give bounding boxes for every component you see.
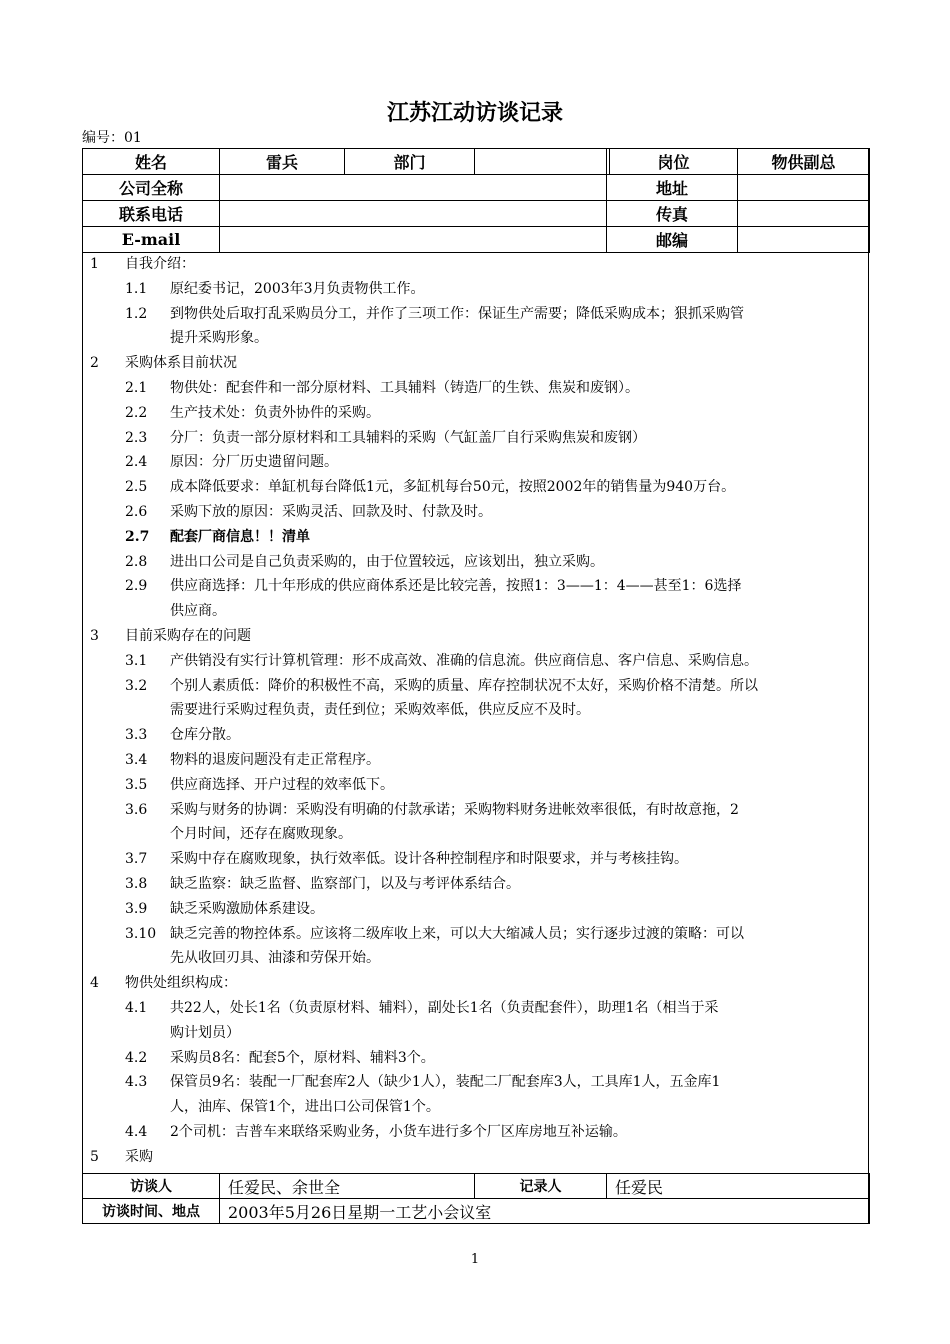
item-text: 购计划员）: [170, 1024, 240, 1041]
item-number: 2.2: [125, 404, 148, 421]
section-heading: [82, 1145, 869, 1170]
list-item: [82, 897, 869, 922]
item-number: 4.2: [125, 1049, 148, 1066]
table-row: [83, 201, 870, 227]
list-item: [82, 1046, 869, 1071]
item-text: 人，油库、保管1个，进出口公司保管1个。: [170, 1099, 440, 1116]
section-heading: [82, 351, 869, 376]
section-title: 采购: [125, 1148, 153, 1165]
list-item: [82, 847, 869, 872]
item-text: 配套厂商信息！！清单: [170, 528, 310, 545]
fax-label: 传真: [607, 201, 738, 227]
item-number: 3.1: [125, 652, 148, 669]
postcode-label: 邮编: [607, 227, 738, 253]
list-item-continuation: [82, 599, 869, 624]
list-item: [82, 798, 869, 823]
item-number: 2.9: [125, 578, 148, 595]
item-text: 产供销没有实行计算机管理：形不成高效、准确的信息流。供应商信息、客户信息、采购信息。: [170, 652, 758, 669]
page-title: 江苏江动访谈记录: [386, 100, 563, 126]
item-text: 物供处：配套件和一部分原材料、工具辅料（铸造厂的生铁、焦炭和废钢）。: [170, 379, 639, 396]
list-item: [82, 773, 869, 798]
item-number: 4.1: [125, 999, 148, 1016]
company-value: [220, 175, 607, 201]
interviewer-label: 访谈人: [83, 1174, 220, 1199]
item-number: 3.10: [125, 925, 157, 942]
section-heading: [82, 252, 869, 277]
section-heading: [82, 971, 869, 996]
department-label: 部门: [345, 149, 475, 175]
list-item: [82, 674, 869, 699]
item-text: 先从收回刃具、油漆和劳保开始。: [170, 950, 380, 967]
item-text: 采购下放的原因：采购灵活、回款及时、付款及时。: [170, 503, 492, 520]
item-text: 共22人，处长1名（负责原材料、辅料），副处长1名（负责配套件），助理1名（相当于采: [170, 999, 719, 1016]
item-text: 缺乏完善的物控体系。应该将二级库收上来，可以大大缩减人员；实行逐步过渡的策略：可以: [170, 925, 744, 942]
list-item: [82, 450, 869, 475]
list-item: [82, 426, 869, 451]
item-number: 3.9: [125, 900, 148, 917]
table-row: [83, 1174, 870, 1199]
item-text: 个月时间，还存在腐败现象。: [170, 826, 352, 843]
company-label: 公司全称: [83, 175, 220, 201]
item-text: 供应商选择：几十年形成的供应商体系还是比较完善，按照1：3——1：4——甚至1：6选择: [170, 578, 742, 595]
recorder-value: 任爱民: [607, 1174, 870, 1199]
page-number: 1: [470, 1252, 480, 1267]
item-number: 3.6: [125, 801, 148, 818]
item-text: 需要进行采购过程负责，责任到位；采购效率低，供应反应不及时。: [170, 702, 590, 719]
fax-value: [738, 201, 870, 227]
item-text: 物料的退废问题没有走正常程序。: [170, 751, 380, 768]
address-value: [738, 175, 870, 201]
section-number: 3: [90, 627, 99, 644]
item-text: 缺乏采购激励体系建设。: [170, 900, 324, 917]
list-item: [82, 922, 869, 947]
list-item: [82, 574, 869, 599]
item-text: 原因：分厂历史遗留问题。: [170, 454, 338, 471]
time-place-label: 访谈时间、地点: [83, 1199, 220, 1224]
list-item: [82, 550, 869, 575]
recorder-label: 记录人: [475, 1174, 607, 1199]
item-text: 生产技术处：负责外协件的采购。: [170, 404, 380, 421]
interview-content: [82, 252, 869, 1169]
list-item: [82, 748, 869, 773]
list-item-continuation: [82, 822, 869, 847]
table-row: [83, 227, 870, 253]
table-row: [83, 149, 870, 175]
section-number: 5: [90, 1148, 99, 1165]
item-number: 2.1: [125, 379, 148, 396]
item-number: 3.7: [125, 851, 148, 868]
item-number: 3.8: [125, 875, 148, 892]
item-number: 3.2: [125, 677, 148, 694]
list-item: [82, 475, 869, 500]
email-value: [220, 227, 607, 253]
item-text: 供应商选择、开户过程的效率低下。: [170, 776, 394, 793]
section-number: 2: [90, 355, 99, 372]
list-item: [82, 1120, 869, 1145]
item-number: 3.5: [125, 776, 148, 793]
table-row: [83, 175, 870, 201]
phone-value: [220, 201, 607, 227]
item-text: 原纪委书记，2003年3月负责物供工作。: [170, 280, 425, 297]
address-label: 地址: [607, 175, 738, 201]
position-value: 物供副总: [738, 149, 870, 175]
list-item: [82, 996, 869, 1021]
list-item: [82, 649, 869, 674]
list-item-continuation: [82, 946, 869, 971]
list-item: [82, 376, 869, 401]
name-value: 雷兵: [220, 149, 345, 175]
item-number: 4.3: [125, 1074, 148, 1091]
position-label: 岗位: [610, 149, 738, 175]
list-item-highlight: [82, 525, 869, 550]
section-number: 4: [90, 975, 99, 992]
postcode-value: [738, 227, 870, 253]
header-info-table: [82, 148, 870, 253]
list-item-continuation: [82, 326, 869, 351]
interviewer-value: 任爱民、余世全: [220, 1174, 475, 1199]
item-number: 2.4: [125, 454, 148, 471]
list-item-continuation: [82, 1095, 869, 1120]
section-title: 物供处组织构成：: [125, 975, 237, 992]
list-item-continuation: [82, 1021, 869, 1046]
item-number: 2.7: [125, 528, 150, 545]
item-text: 供应商。: [170, 603, 226, 620]
list-item: [82, 401, 869, 426]
item-text: 2个司机：吉普车来联络采购业务，小货车进行多个厂区库房地互补运输。: [170, 1123, 627, 1140]
item-text: 缺乏监察：缺乏监督、监察部门，以及与考评体系结合。: [170, 875, 520, 892]
name-label: 姓名: [83, 149, 220, 175]
item-number: 4.4: [125, 1123, 148, 1140]
list-item: [82, 872, 869, 897]
interview-footer-table: [82, 1173, 870, 1224]
item-number: 1.2: [125, 305, 148, 322]
item-text: 到物供处后取打乱采购员分工，并作了三项工作：保证生产需要；降低采购成本；狠抓采购管: [170, 305, 744, 322]
item-number: 2.8: [125, 553, 148, 570]
list-item-continuation: [82, 698, 869, 723]
list-item: [82, 723, 869, 748]
list-item: [82, 302, 869, 327]
item-text: 采购与财务的协调：采购没有明确的付款承诺；采购物料财务进帐效率很低，有时故意拖，2: [170, 801, 739, 818]
item-text: 提升采购形象。: [170, 330, 268, 347]
email-label: E-mail: [83, 227, 220, 253]
item-number: 3.4: [125, 751, 148, 768]
section-heading: [82, 624, 869, 649]
doc-number: 编号：01: [82, 130, 142, 146]
item-text: 个别人素质低：降价的积极性不高，采购的质量、库存控制状况不太好，采购价格不清楚。所以: [170, 677, 758, 694]
item-text: 成本降低要求：单缸机每台降低1元，多缸机每台50元，按照2002年的销售量为940万台。: [170, 479, 736, 496]
section-title: 目前采购存在的问题: [125, 627, 251, 644]
list-item: [82, 500, 869, 525]
item-text: 仓库分散。: [170, 727, 240, 744]
department-value: [475, 149, 607, 175]
item-text: 采购员8名：配套5个，原材料、辅料3个。: [170, 1049, 435, 1066]
item-text: 保管员9名：装配一厂配套库2人（缺少1人），装配二厂配套库3人，工具库1人，五金库1: [170, 1074, 721, 1091]
item-text: 进出口公司是自己负责采购的，由于位置较远，应该划出，独立采购。: [170, 553, 604, 570]
item-number: 1.1: [125, 280, 148, 297]
section-number: 1: [90, 256, 99, 272]
table-row: [83, 1199, 870, 1224]
item-text: 分厂：负责一部分原材料和工具辅料的采购（气缸盖厂自行采购焦炭和废钢）: [170, 429, 646, 446]
item-number: 3.3: [125, 727, 148, 744]
item-text: 采购中存在腐败现象，执行效率低。设计各种控制程序和时限要求，并与考核挂钩。: [170, 851, 688, 868]
item-number: 2.3: [125, 429, 148, 446]
section-title: 采购体系目前状况: [125, 355, 237, 372]
section-title: 自我介绍：: [125, 256, 195, 272]
item-number: 2.5: [125, 479, 148, 496]
item-number: 2.6: [125, 503, 148, 520]
time-place-value: 2003年5月26日星期一工艺小会议室: [220, 1199, 870, 1224]
list-item: [82, 277, 869, 302]
list-item: [82, 1070, 869, 1095]
phone-label: 联系电话: [83, 201, 220, 227]
